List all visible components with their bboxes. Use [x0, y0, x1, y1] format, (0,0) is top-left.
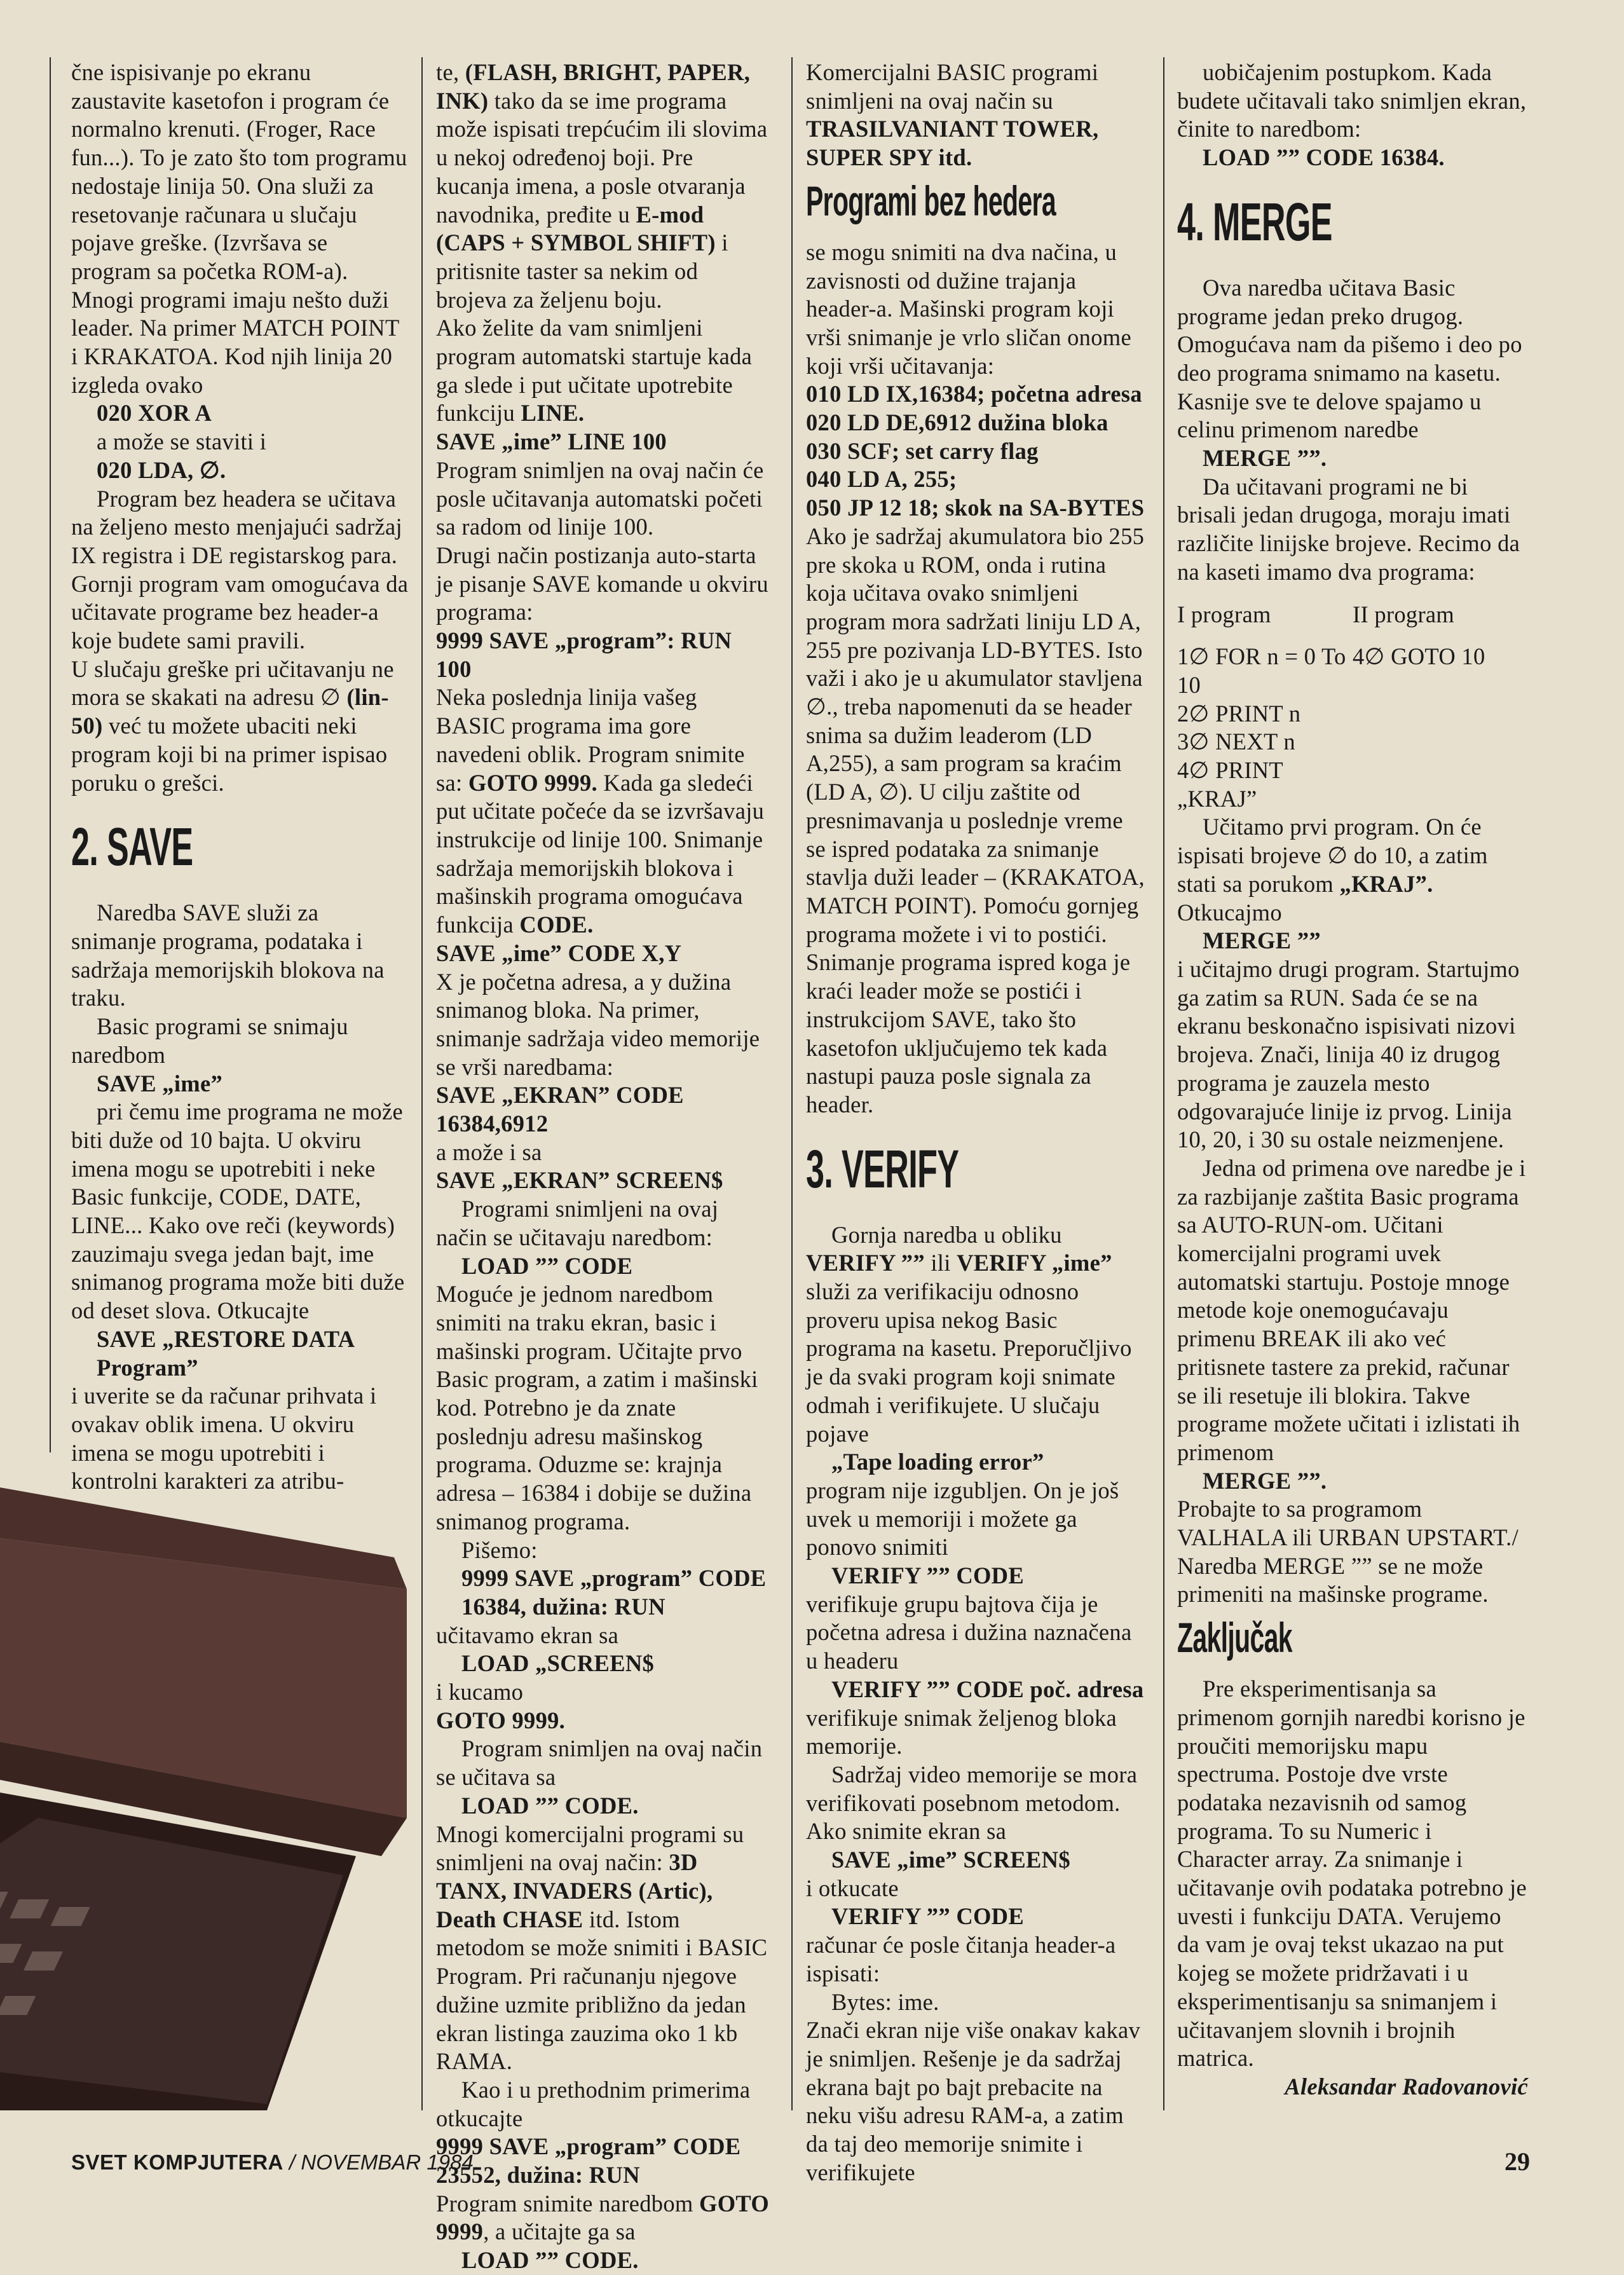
code-line: 010 LD IX,16384; početna adresa	[806, 381, 1142, 407]
paragraph: Program bez headera se učitava na željeno mesto menjajući sadržaj IX registra i DE registarskog para. Gornji program vam omogućava da učitavate programe bez header-a koje budete sami pravili.	[71, 485, 409, 654]
column-rule	[421, 57, 423, 2110]
code-line: SAVE „ime” SCREEN$	[831, 1847, 1070, 1873]
code-line: SAVE „EKRAN” SCREEN$	[436, 1167, 723, 1194]
paragraph: te, (FLASH, BRIGHT, PAPER, INK) tako da se ime programa može ispisati trepćućim ili slovima u nekoj određenoj boji. Pre kucanja imena, a posle otvaranja navodnika, pređite u E-mod (CAPS + SYMBOL SHIFT) i pritisnite taster sa nekim od brojeva za željenu boju.	[436, 59, 768, 313]
code-line: 040 LD A, 255;	[806, 466, 957, 493]
paragraph: uobičajenim postupkom. Kada budete učitavali tako snimljen ekran, činite to naredbom:	[1177, 59, 1527, 142]
paragraph: Program snimite naredbom GOTO 9999, a učitajte ga sa	[436, 2190, 770, 2245]
program-line: 4∅ PRINT „KRAJ”	[1177, 757, 1283, 812]
section-heading: 3. VERIFY	[806, 1138, 959, 1199]
paragraph: X je početna adresa, a y dužina snimanog bloka. Na primer, snimanje sadržaja video memorije se vrši naredbama:	[436, 968, 760, 1080]
column-4	[1177, 58, 1528, 2101]
code-line: 020 LDA, ∅.	[97, 456, 226, 483]
column-rule	[50, 57, 51, 1452]
paragraph: čne ispisivanje po ekranu zaustavite kasetofon i program će normalno krenuti. (Froger, Race fun...). To je zato što tom programu nedostaje linija 50. Ona služi za resetovanje računara u slučaju pojave greške. (Izvršava se program sa početka ROM-a).	[71, 59, 407, 284]
paragraph: verifikuje snimak željenog bloka memorije.	[806, 1704, 1117, 1759]
code-line: MERGE ””.	[1203, 445, 1327, 472]
paragraph: Komercijalni BASIC programi snimljeni na ovaj način su TRASILVANIANT TOWER, SUPER SPY itd.	[806, 59, 1099, 171]
paragraph: verifikuje grupu bajtova čija je početna adresa i dužina naznačena u headeru	[806, 1590, 1132, 1674]
paragraph: Znači ekran nije više onakav kakav je snimljen. Rešenje je da sadržaj ekrana bajt po bajt prebacite na neku višu adresu RAM-a, a zatim da taj deo memorije snimite i verifikujete	[806, 2017, 1141, 2185]
code-line: LOAD ”” CODE 16384.	[1203, 144, 1445, 171]
column-1	[71, 58, 409, 1496]
section-heading: Zaključak	[1177, 1614, 1292, 1662]
program-line: 4∅ GOTO 10	[1353, 643, 1485, 670]
code-line: MERGE ””	[1203, 927, 1321, 954]
code-line: VERIFY ”” CODE	[831, 1903, 1024, 1930]
code-line: SAVE „ime” LINE 100	[436, 428, 667, 455]
paragraph: Naredba SAVE služi za snimanje programa, podataka i sadržaja memorijskih blokova na traku.	[71, 899, 385, 1011]
code-line: SAVE „RESTORE DATA Program”	[97, 1325, 354, 1381]
paragraph: a može i sa	[436, 1138, 542, 1165]
code-line: VERIFY ”” CODE	[831, 1562, 1024, 1589]
code-line: 020 XOR A	[97, 400, 212, 427]
paragraph: računar će posle čitanja header-a ispisati:	[806, 1932, 1116, 1986]
paragraph: Program snimljen na ovaj način se učitava sa	[436, 1735, 763, 1791]
paragraph: Neka poslednja linija vašeg BASIC programa ima gore navedeni oblik. Program snimite sa: GOTO 9999. Kada ga sledeći put učitate počeće da se izvršavaju instrukcije od linije 100. Snimanje sadržaja memorijskih blokova i mašinskih programa omogućava funkcija CODE.	[436, 684, 765, 938]
column-3	[806, 58, 1145, 2187]
paragraph: učitavamo ekran sa	[436, 1622, 619, 1648]
code-line: „Tape loading error”	[831, 1449, 1044, 1475]
paragraph: Sadržaj video memorije se mora verifikovati posebnom metodom. Ako snimite ekran sa	[806, 1761, 1138, 1845]
paragraph: i otkucate	[806, 1875, 899, 1901]
program-line: 3∅ NEXT n	[1177, 728, 1295, 755]
code-line: SAVE „ime”	[97, 1070, 223, 1097]
paragraph: Moguće je jednom naredbom snimiti na traku ekran, basic i mašinski program. Učitajte prvo Basic program, a zatim i mašinski kod. Potrebno je da znate poslednju adresu mašinskog programa. Oduzme se: krajnja adresa – 16384 i dobije se dužina snimanog programa.	[436, 1281, 758, 1534]
paragraph: Probajte to sa programom VALHALA ili URBAN UPSTART./	[1177, 1496, 1519, 1551]
paragraph: Jedna od primena ove naredbe je i za razbijanje zaštita Basic programa sa AUTO-RUN-om. Učitani komercijalni programi uvek automatski startuju. Postoje mnoge metode koje onemogućavaju primenu BREAK ili ako već pritisnete tastere za prekid, računar se ili resetuje ili blokira. Takve programe možete učitati i izlistati ih primenom	[1177, 1154, 1526, 1465]
code-line: LOAD ”” CODE	[461, 1252, 633, 1279]
code-line: SAVE „EKRAN” CODE 16384,6912	[436, 1082, 684, 1137]
paragraph: Da učitavani programi ne bi brisali jedan drugoga, moraju imati različite linijske brojeve. Recimo da na kaseti imamo dva programa:	[1177, 473, 1520, 585]
program-line: 1∅ FOR n = 0 To 10	[1177, 643, 1346, 698]
paragraph: Gornja naredba u obliku VERIFY ”” ili VERIFY „ime” služi za verifikaciju odnosno proveru upisa nekog Basic programa na kasetu. Preporučljivo je da svaki program koji snimate odmah i verifikujete. U slučaju pojave	[806, 1221, 1132, 1447]
code-line: 9999 SAVE „program” CODE 16384, dužina: RUN	[461, 1565, 767, 1620]
paragraph: Naredba MERGE ”” se ne može primeniti na mašinske programe.	[1177, 1552, 1489, 1608]
paragraph: Ako želite da vam snimljeni program automatski startuje kada ga slede i put učitate upotrebite funkciju LINE.	[436, 315, 753, 427]
column-rule	[1163, 57, 1164, 2110]
paragraph: pri čemu ime programa ne može biti duže od 10 bajta. U okviru imena mogu se upotrebiti i neke Basic funkcije, CODE, DATE, LINE... Kako ove reči (keywords) zauzimaju svega jedan bajt, ime snimanog programa može biti duže od deset slova. Otkucajte	[71, 1098, 405, 1324]
paragraph: Drugi način postizanja auto-starta je pisanje SAVE komande u okviru programa:	[436, 542, 768, 625]
paragraph: Mnogi komercijalni programi su snimljeni na ovaj način: 3D TANX, INVADERS (Artic), Death CHASE itd. Istom metodom se može snimiti i BASIC Program. Pri računanju njegove dužine uzmite približno da jedan ekran listinga zauzima oko 1 kb RAMA.	[436, 1821, 768, 2075]
program-title: II program	[1353, 601, 1455, 627]
paragraph: Programi snimljeni na ovaj način se učitavaju naredbom:	[436, 1196, 719, 1250]
paragraph: se mogu snimiti na dva načina, u zavisnosti od dužine trajanja header-a. Mašinski program koji vrši snimanje je vrlo sličan onome koji vrši učitavanja:	[806, 238, 1131, 379]
code-line: 9999 SAVE „program”: RUN 100	[436, 627, 732, 682]
paragraph: Mnogi programi imaju nešto duži leader. Na primer MATCH POINT i KRAKATOA. Kod njih linija 20 izgleda ovako	[71, 286, 399, 398]
paragraph: Pre eksperimentisanja sa primenom gornjih naredbi korisno je proučiti memorijsku mapu spectruma. Postoje dve vrste podataka nezavisnih od samog programa. To su Numeric i Character array. Za snimanje i učitavanje ovih podataka potrebno je uvesti i funkciju DATA. Verujemo da vam je ovaj tekst ukazao na put kojeg se možete pridržavati i u eksperimentisanju sa snimanjem i učitavanjem slovnih i brojnih matrica.	[1177, 1676, 1527, 2072]
magazine-name: SVET KOMPJUTERA	[71, 2150, 283, 2174]
paragraph: Kao i u prethodnim primerima otkucajte	[436, 2076, 751, 2131]
paragraph: Bytes: ime.	[831, 1988, 939, 2015]
paragraph: Basic programi se snimaju naredbom	[71, 1013, 348, 1068]
code-line: LOAD „SCREEN$	[461, 1650, 655, 1677]
paragraph: U slučaju greške pri učitavanju ne mora se skakati na adresu ∅ (lin-50) već tu možete ubaciti neki program koji bi na primer ispisao poruku o grešci.	[71, 655, 394, 796]
column-2	[436, 58, 772, 2275]
column-rule	[791, 57, 793, 2110]
paragraph: Ako je sadržaj akumulatora bio 255 pre skoka u ROM, onda i rutina koja učitava ovako snimljeni program mora sadržati liniju LD A, 255 pre pozivanja LD-BYTES. Isto važi i ako je u akumulator stavljena ∅., treba napomenuti da se header snima sa dužim leaderom (LD A,255), a sam program sa kraćim (LD A, ∅). U cilju zaštite od presnimavanja u poslednje vreme se ispred podataka za snimanje stavlja duži leader – (KRAKATOA, MATCH POINT). Pomoću gornjeg programa možete i vi to postići. Snimanje programa ispred koga je kraći leader može se postići i instrukcijom SAVE, tako što kasetofon uključujemo tek kada nastupi pauza posle signala za header.	[806, 523, 1145, 1117]
code-line: 9999 SAVE „program” CODE 23552, dužina: RUN	[436, 2133, 741, 2189]
code-line: VERIFY ”” CODE poč. adresa	[831, 1676, 1144, 1702]
program-line: 2∅ PRINT n	[1177, 700, 1301, 727]
code-line: 030 SCF; set carry flag	[806, 437, 1039, 464]
code-line: MERGE ””.	[1203, 1467, 1327, 1494]
paragraph: Ova naredba učitava Basic programe jedan preko drugog. Omogućava nam da pišemo i deo po deo programa snimamo na kasetu. Kasnije sve te delove spajamo u celinu primenom naredbe	[1177, 274, 1522, 443]
paragraph: Učitamo prvi program. On će ispisati brojeve ∅ do 10, a zatim stati sa porukom „KRAJ”. Otkucajmo	[1177, 814, 1488, 926]
section-heading: 2. SAVE	[71, 817, 193, 877]
zx-spectrum-photo	[0, 1462, 407, 2110]
code-line: 050 JP 12 18; skok na SA-BYTES	[806, 495, 1145, 521]
code-line: SAVE „ime” CODE X,Y	[436, 939, 682, 966]
paragraph: Program snimljen na ovaj način će posle učitavanja automatski početi sa radom od linije 100.	[436, 456, 764, 540]
program-title: I program	[1177, 601, 1271, 627]
issue-date: / NOVEMBAR 1984.	[289, 2150, 479, 2174]
paragraph: a može se staviti i	[97, 428, 267, 455]
paragraph: program nije izgubljen. On je još uvek u memoriji i možete ga ponovo snimiti	[806, 1477, 1119, 1561]
code-line: 020 LD DE,6912 dužina bloka	[806, 409, 1109, 436]
paragraph: i uverite se da računar prihvata i ovakav oblik imena. U okviru imena se mogu upotrebiti i kontrolni karakteri za atribu-	[71, 1383, 377, 1494]
paragraph: i učitajmo drugi program. Startujmo ga zatim sa RUN. Sada će se na ekranu beskonačno ispisivati nizovi brojeva. Znači, linija 40 iz drugog programa je zauzela mesto odgovarajuće linije iz prvog. Linija 10, 20, i 30 su ostale neizmenjene.	[1177, 955, 1520, 1153]
section-heading: 4. MERGE	[1177, 191, 1332, 252]
code-line: GOTO 9999.	[436, 1707, 566, 1733]
code-line: LOAD ”” CODE.	[461, 2247, 639, 2274]
page-number: 29	[1505, 2147, 1530, 2176]
program-listing	[1177, 601, 1528, 814]
author-signature: Aleksandar Radovanović	[1285, 2073, 1528, 2100]
paragraph: i kucamo	[436, 1679, 524, 1705]
section-heading: Programi bez hedera	[806, 177, 1056, 224]
paragraph: Pišemo:	[461, 1536, 538, 1563]
code-line: LOAD ”” CODE.	[461, 1792, 639, 1819]
